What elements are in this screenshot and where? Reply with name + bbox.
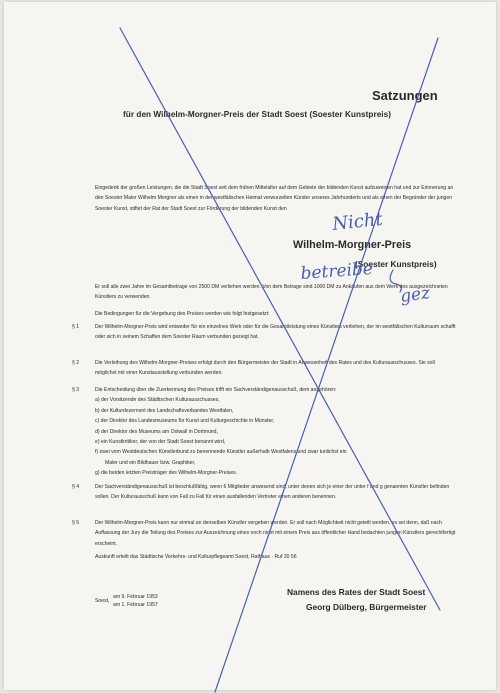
date-second: am 1. Februar 1957	[113, 602, 158, 608]
handwriting-line-2: betreibe	[299, 258, 374, 284]
handwriting-line-1: Nicht	[331, 208, 384, 235]
intro-paragraph: Eingedenk der großen Leistungen, die die Stadt Soest seit dem frühen Mittelalter auf dem Gebiete der bildenden Kunst aufzuweisen hat und zur Erinnerung an den Soester Maler Wilhelm Morgner als einen in der westfälischen Heimat verwurzelten Künder unseres Jahrhunderts und als einen der Begründer der jungen Soester Kunst, stiftet der Rat der Stadt Soest zur Förderung der bildenden Kunst den	[95, 185, 454, 212]
section-text: Die Entscheidung über die Zuerkennung des Preises trifft ein Sachverständigenausschuß, dem angehören:	[95, 387, 337, 393]
list-item: f) zwei vom Westdeutschen Künstlerbund zu benennende Künstler außerhalb Westfalens und zwar tunlichst ein	[95, 449, 347, 456]
document-subtitle: für den Wilhelm-Morgner-Preis der Stadt Soest (Soester Kunstpreis)	[123, 110, 391, 119]
list-item: Maler und ein Bildhauer bzw. Graphiker,	[105, 459, 196, 466]
conditions-paragraph: Die Bedingungen für die Vergebung des Preises werden wie folgt festgesetzt:	[95, 311, 270, 317]
section-number: § 3	[72, 387, 80, 393]
section-number: § 5	[72, 520, 80, 526]
section-text: Der Wilhelm-Morgner-Preis kann nur einmal an denselben Künstler vergeben werden. Er soll nach Möglichkeit nicht geteilt werden, es sei denn, daß nach Auffassung der Jury die Teilung des Preises zur Auszeichnung eines noch nicht mit einem Preis aus öffentlicher Hand bedachten jungen Künstlers gerechtfertigt erscheint.	[95, 520, 456, 547]
strike-line-1	[120, 28, 440, 610]
list-item: g) die beiden letzten Preisträger des Wilhelm-Morgner-Preises.	[95, 470, 238, 477]
list-item: a) der Vorsitzende des Städtischen Kulturausschusses,	[95, 397, 220, 404]
amount-paragraph: Er soll alle zwei Jahre im Gesamtbetrage von 2500 DM verliehen werden. Von dem Betrage sind 1000 DM zu Ankäufen aus dem Werk des ausgezeichneten Künstlers zu verwenden.	[95, 284, 448, 301]
date-first: am 9. Februar 1953	[113, 594, 158, 600]
place-label: Soest,	[95, 598, 110, 604]
strike-line-2	[215, 38, 438, 692]
list-item: b) der Kulturdezernent des Landschaftsverbandes Westfalen,	[95, 407, 234, 414]
contact-line: Auskunft erteilt das Städtische Verkehrs- und Kulturpflegeamt Soest, Rathaus · Ruf 20 56	[95, 554, 297, 560]
signature-line-1: Namens des Rates der Stadt Soest	[287, 587, 426, 597]
signature-line-2: Georg Dülberg, Bürgermeister	[306, 602, 427, 612]
list-item: c) der Direktor des Landesmuseums für Kunst und Kulturgeschichte in Münster,	[95, 418, 275, 425]
section-number: § 2	[72, 360, 80, 366]
section-number: § 1	[72, 324, 80, 330]
section-text: Der Wilhelm-Morgner-Preis wird entweder für ein einzelnes Werk oder für die Gesamtleistung eines Künstlers verliehen, der im westfälischen Kulturraum schafft oder sich in seinem Schaffen dem Soester Raum verbunden gezeigt hat.	[95, 324, 456, 341]
section-text: Der Sachverständigenausschuß ist beschlußfähig, wenn 6 Mitglieder anwesend sind, unter denen sich je einer der unter f und g genannten Künstler befinden sollen. Der Kulturausschuß kann von Fall zu Fall für einen ausfallenden Vertreter einen anderen benennen.	[95, 484, 450, 501]
section-number: § 4	[72, 484, 80, 490]
prize-name: Wilhelm-Morgner-Preis	[293, 239, 412, 251]
section-text: Die Verleihung des Wilhelm-Morgner-Preises erfolgt durch den Bürgermeister der Stadt in Anwesenheit des Rates und des Kulturausschusses. Sie soll möglichst mit einer Kunstausstellung verbunden werden.	[95, 360, 435, 377]
list-item: e) ein Kunstkritiker, der von der Stadt Soest benannt wird,	[95, 439, 226, 446]
prize-subname: (Soester Kunstpreis)	[355, 259, 437, 269]
list-item: d) der Direktor des Museums am Ostwall in Dortmund,	[95, 428, 218, 435]
handwriting-line-3: gez	[398, 282, 432, 307]
document-title: Satzungen	[372, 88, 438, 103]
